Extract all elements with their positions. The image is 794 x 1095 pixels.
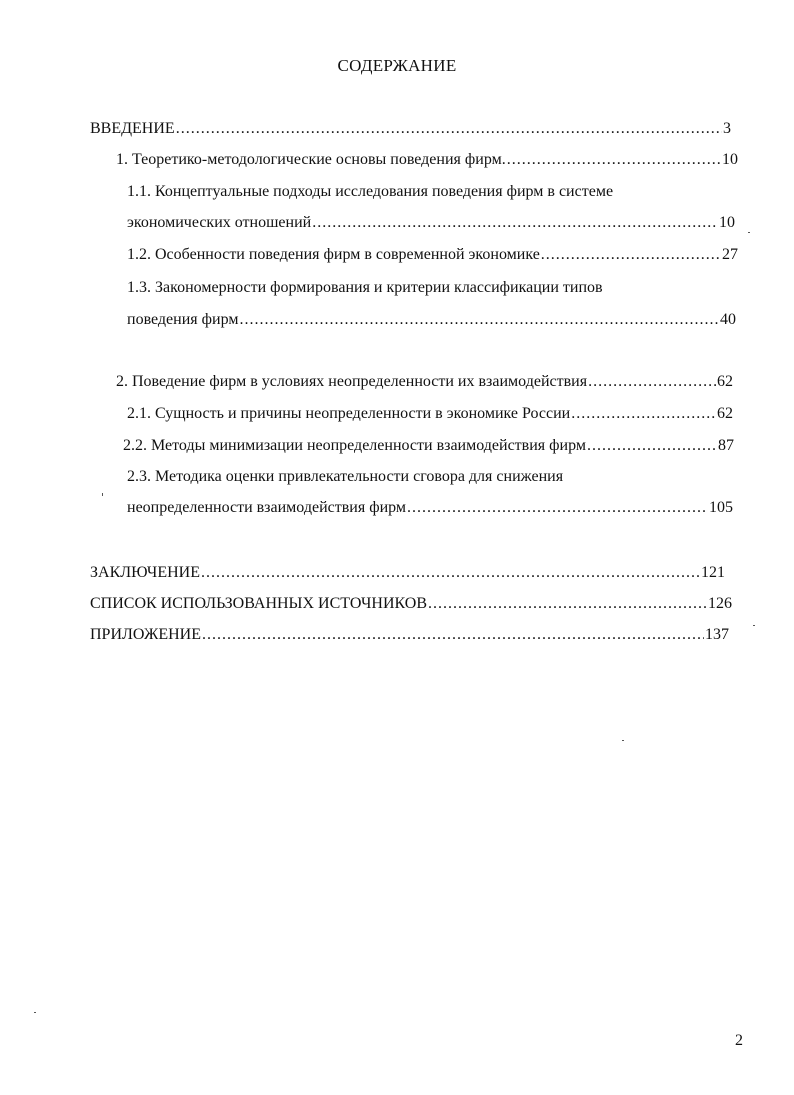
toc-leader-dots (507, 151, 721, 169)
toc-page-number: 40 (720, 311, 736, 328)
toc-entry-1-1-line1[interactable]: 1.1. Концептуальные подходы исследования поведения фирм в системе (127, 183, 614, 200)
toc-label: 2.2. Методы минимизации неопределенности взаимодействия фирм (123, 437, 586, 454)
toc-page-number: 62 (717, 373, 733, 390)
toc-entry-intro[interactable] (90, 120, 731, 142)
toc-leader-dots (407, 499, 708, 517)
toc-entry-conclusion[interactable] (90, 564, 725, 586)
toc-leader-dots (312, 214, 718, 232)
toc-entry-sources[interactable] (90, 595, 732, 617)
toc-page-number: 27 (722, 246, 738, 263)
page-title: СОДЕРЖАНИЕ (337, 56, 457, 75)
toc-entry-appendix[interactable] (90, 626, 729, 648)
toc-entry-1-1[interactable] (127, 214, 735, 236)
toc-leader-dots (176, 120, 722, 138)
toc-label: ПРИЛОЖЕНИЕ (90, 626, 202, 643)
scan-speck (34, 1012, 36, 1013)
toc-leader-dots (588, 373, 716, 391)
toc-label: ЗАКЛЮЧЕНИЕ (90, 564, 200, 581)
toc-page-number: 121 (701, 564, 725, 581)
toc-entry-1-3[interactable] (127, 311, 736, 333)
page-number: 2 (735, 1032, 743, 1049)
scan-speck (102, 493, 103, 496)
toc-label: поведения фирм (127, 311, 239, 328)
toc-label: 2. Поведение фирм в условиях неопределенности их взаимодействия (116, 373, 588, 390)
toc-entry-1-2[interactable] (127, 246, 738, 268)
toc-label: экономических отношений (127, 214, 312, 231)
toc-leader-dots (587, 437, 717, 455)
toc-entry-chapter-2[interactable] (116, 373, 733, 395)
toc-entry-2-1[interactable] (127, 405, 733, 427)
toc-page-number: 3 (723, 120, 731, 137)
toc-entry-2-3[interactable] (127, 499, 733, 521)
scan-speck (622, 740, 624, 741)
toc-page-number: 105 (709, 499, 733, 516)
toc-leader-dots (541, 246, 721, 264)
toc-leader-dots (239, 311, 719, 329)
toc-label: 1.2. Особенности поведения фирм в современной экономике (127, 246, 540, 263)
toc-label: ВВЕДЕНИЕ (90, 120, 175, 137)
scan-speck (753, 625, 755, 626)
toc-entry-1-3-line1[interactable]: 1.3. Закономерности формирования и критерии классификации типов (127, 279, 603, 296)
toc-label: 2.1. Сущность и причины неопределенности в экономике России (127, 405, 571, 422)
toc-page-number: 87 (718, 437, 734, 454)
toc-entry-2-2[interactable] (123, 437, 734, 459)
scan-speck (748, 232, 750, 233)
toc-leader-dots (571, 405, 716, 423)
toc-entry-chapter-1[interactable] (116, 151, 738, 173)
toc-label: 1. Теоретико-методологические основы поведения фирм. (116, 151, 506, 168)
toc-entry-2-3-line1[interactable]: 2.3. Методика оценки привлекательности сговора для снижения (127, 468, 564, 485)
toc-label: СПИСОК ИСПОЛЬЗОВАННЫХ ИСТОЧНИКОВ (90, 595, 428, 612)
toc-page-number: 126 (708, 595, 732, 612)
toc-leader-dots (428, 595, 707, 613)
toc-page-number: 137 (705, 626, 729, 643)
toc-leader-dots (202, 626, 704, 644)
toc-page-number: 10 (722, 151, 738, 168)
toc-label: неопределенности взаимодействия фирм (127, 499, 407, 516)
toc-leader-dots (201, 564, 700, 582)
toc-page-number: 10 (719, 214, 735, 231)
toc-page-number: 62 (717, 405, 733, 422)
